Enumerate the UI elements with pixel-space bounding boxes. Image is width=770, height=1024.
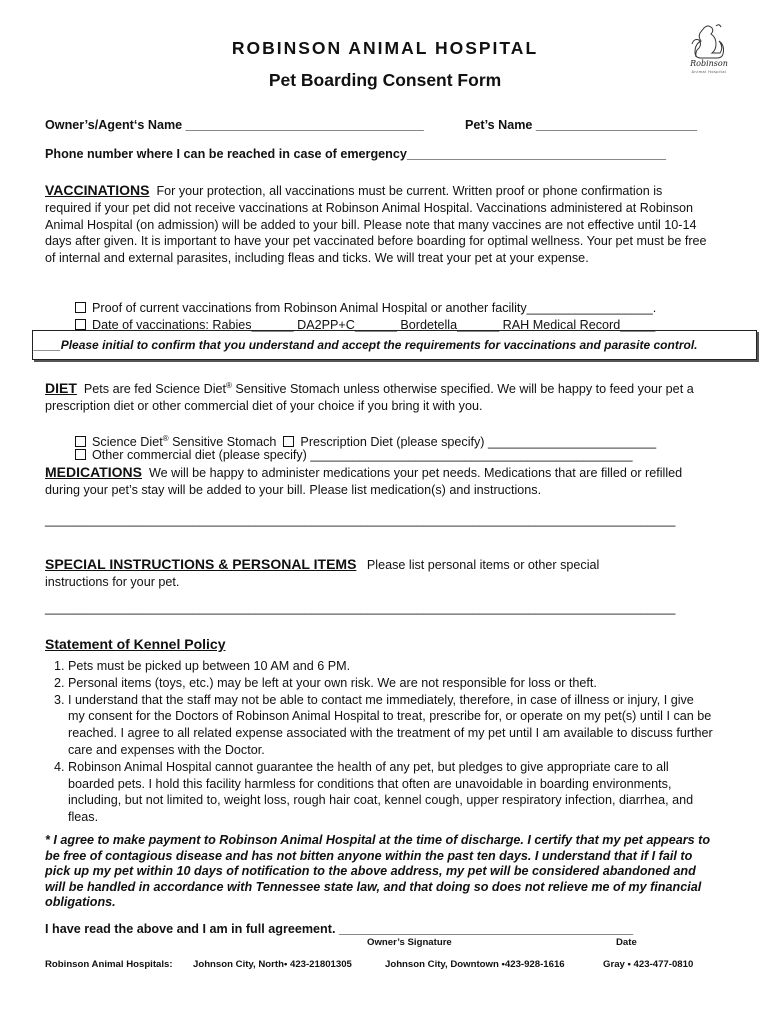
footer-downtown-location: Johnson City, Downtown •423-928-1616 bbox=[385, 959, 565, 970]
science-diet-label: Science Diet bbox=[92, 434, 163, 449]
diet-text-part2: Sensitive Stomach unless otherwise specified. We will be happy to feed your pet a prescription diet or other commercial diet of your choice if you bring it with you. bbox=[45, 382, 694, 413]
vaccinations-text: For your protection, all vaccinations must be current. Written proof or phone confirmation is required if your pet did not receive vaccinations at Robinson Animal Hospital. Vaccinations administered at Robinson Animal Hospital (on admission) will be added to your bill. Please note that many vaccines are not effective until 10-14 days after given. It is important to have your pet vaccinated before boarding for optimal wellness. Your pet must be free of internal and external parasites, including fleas and ticks. We will treat your pet at your expense. bbox=[45, 184, 707, 266]
diet-text-part1: Pets are fed Science Diet bbox=[83, 382, 226, 397]
registered-mark: ® bbox=[226, 381, 232, 390]
hospital-name: ROBINSON ANIMAL HOSPITAL bbox=[231, 38, 539, 58]
diet-option-2[interactable] bbox=[68, 430, 633, 464]
special-instructions-section bbox=[45, 556, 665, 591]
payment-agreement: * I agree to make payment to Robinson Animal Hospital at the time of discharge. I certify that my pet appears to be free of contagious disease and has not bitten anyone within the past ten days. I understand that if I fail to pick up my pet within 10 days of notification to the above address, my pet will be considered abandoned and will be handled in accordance with Tennessee state law, and that doing so does not relieve me of my financial obligations. bbox=[45, 833, 711, 910]
policy-item: 1. Pets must be picked up between 10 AM and 6 PM. bbox=[68, 658, 714, 675]
policy-item: 4. Robinson Animal Hospital cannot guarantee the health of any pet, but pledges to give appropriate care to all boarded pets. I hold this facility harmless for conditions that often are unavoidable in boarding environments, including, but not limited to, weight loss, rough hair coat, kennel cough, upper respiratory infection, diarrhea, and fleas. bbox=[68, 759, 714, 826]
vaccination-dates-label: Date of vaccinations: Rabies______ DA2PP+C______ Bordetella______ RAH Medical Record_____ bbox=[92, 317, 656, 332]
footer-gray-location: Gray • 423-477-0810 bbox=[603, 959, 694, 970]
other-diet-label: Other commercial diet (please specify) ______________________________________________ bbox=[92, 447, 633, 462]
vaccinations-heading: VACCINATIONS bbox=[45, 182, 150, 198]
checkbox-icon[interactable] bbox=[75, 319, 86, 330]
medications-heading: MEDICATIONS bbox=[45, 464, 142, 480]
medications-text: We will be happy to administer medications your pet needs. Medications that are filled or refilled during your pet’s stay will be added to your bill. Please list medication(s) and instructions. bbox=[45, 466, 683, 497]
medications-section bbox=[45, 464, 710, 499]
svg-text:Animal Hospital: Animal Hospital bbox=[691, 70, 727, 74]
registered-mark: ® bbox=[162, 433, 169, 443]
form-title: Pet Boarding Consent Form bbox=[268, 70, 502, 90]
sensitive-stomach-label: Sensitive Stomach bbox=[168, 434, 277, 449]
footer-north-location: Johnson City, North• 423-21801305 bbox=[193, 959, 352, 970]
emergency-phone-field[interactable]: Phone number where I can be reached in case of emergency_____________________________________ bbox=[45, 147, 666, 161]
hospital-logo bbox=[686, 22, 732, 76]
date-label: Date bbox=[616, 937, 637, 948]
diet-section bbox=[45, 378, 710, 415]
diet-heading: DIET bbox=[45, 380, 77, 397]
vaccination-initial-banner[interactable]: ____Please initial to confirm that you understand and accept the requirements for vaccinations and parasite control. bbox=[32, 330, 757, 360]
signature-line[interactable]: I have read the above and I am in full agreement. __________________________________________ bbox=[45, 922, 634, 936]
special-instructions-heading: SPECIAL INSTRUCTIONS & PERSONAL ITEMS bbox=[45, 556, 357, 572]
prescription-diet-label: Prescription Diet (please specify) ________________________ bbox=[300, 434, 657, 449]
special-instructions-text: Please list personal items or other special instructions for your pet. bbox=[45, 558, 600, 589]
vaccination-proof-label: Proof of current vaccinations from Robinson Animal Hospital or another facility__________________. bbox=[92, 300, 657, 315]
owner-name-field[interactable]: Owner’s/Agent‘s Name __________________________________ bbox=[45, 118, 424, 132]
owner-signature-label: Owner’s Signature bbox=[367, 937, 452, 948]
policy-item: 2. Personal items (toys, etc.) may be left at your own risk. We are not responsible for loss or theft. bbox=[68, 675, 714, 692]
checkbox-icon[interactable] bbox=[75, 449, 86, 460]
vaccinations-section bbox=[45, 182, 710, 267]
pet-silhouette-icon bbox=[686, 22, 732, 76]
footer-label: Robinson Animal Hospitals: bbox=[45, 959, 173, 970]
vaccination-dates-option[interactable] bbox=[68, 300, 655, 334]
pet-name-field[interactable]: Pet’s Name _______________________ bbox=[465, 118, 698, 132]
kennel-policy-list bbox=[24, 658, 714, 826]
medications-input-line[interactable]: __________________________________________________________________________________________ bbox=[45, 513, 676, 527]
svg-text:Robinson: Robinson bbox=[690, 59, 728, 68]
kennel-policy-heading: Statement of Kennel Policy bbox=[45, 636, 226, 652]
policy-item: 3. I understand that the staff may not be able to contact me immediately, therefore, in case of illness or injury, I give my consent for the Doctors of Robinson Animal Hospital to treat, prescribe for, or operate on my pet(s) until I can be reached. I agree to all related expense associated with the treatment of my pet until I am available to discuss further care and expenses with the Doctor. bbox=[68, 692, 714, 759]
special-instructions-input-line[interactable]: __________________________________________________________________________________________ bbox=[45, 601, 676, 615]
